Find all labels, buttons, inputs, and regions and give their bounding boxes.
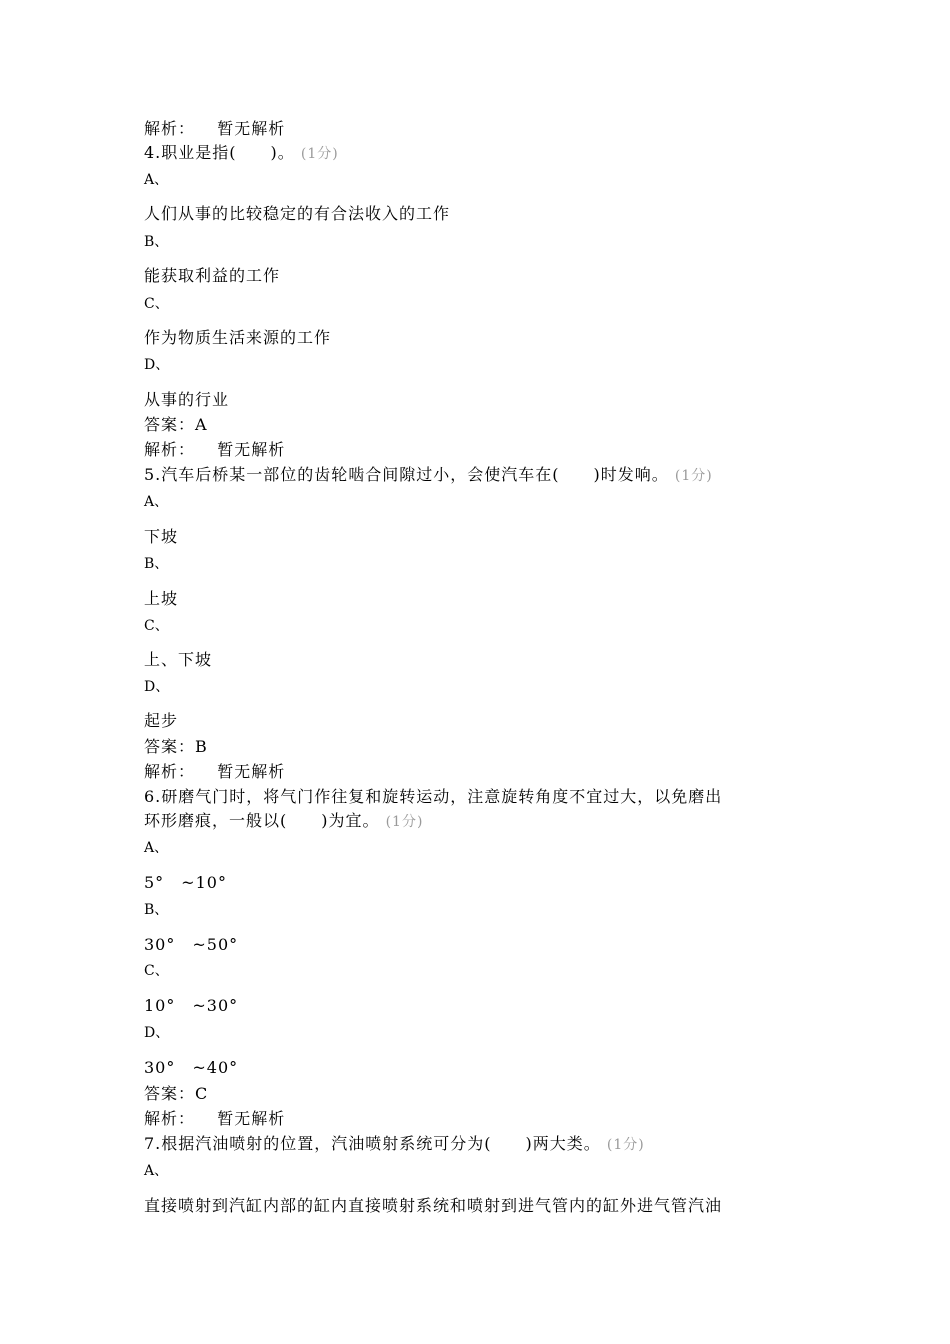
q3-analysis-line bbox=[144, 118, 285, 140]
q6-option-c-text: 10° ~30° bbox=[144, 996, 239, 1015]
question-text: 7.根据汽油喷射的位置，汽油喷射系统可分为( )两大类。 bbox=[144, 1134, 601, 1153]
question-text: 5.汽车后桥某一部位的齿轮啮合间隙过小，会使汽车在( )时发响。 bbox=[144, 465, 669, 484]
question-text: 环形磨痕，一般以( )为宜。 bbox=[144, 811, 380, 830]
q6-stem-line2 bbox=[144, 810, 423, 833]
q4-option-a-letter: A、 bbox=[144, 172, 169, 188]
q7-option-a-text: 直接喷射到汽缸内部的缸内直接喷射系统和喷射到进气管内的缸外进气管汽油 bbox=[144, 1196, 723, 1215]
q7-stem bbox=[144, 1133, 645, 1156]
analysis-text: 暂无解析 bbox=[217, 119, 286, 138]
q6-option-b-letter: B、 bbox=[144, 902, 169, 918]
q6-answer bbox=[144, 1083, 208, 1105]
q4-option-b-text: 能获取利益的工作 bbox=[144, 266, 281, 285]
q6-option-d-letter: D、 bbox=[144, 1025, 170, 1041]
q4-option-d-text: 从事的行业 bbox=[144, 390, 230, 409]
q5-stem bbox=[144, 464, 713, 487]
question-text: 4.职业是指( )。 bbox=[144, 143, 295, 162]
q5-option-d-text: 起步 bbox=[144, 711, 179, 730]
q5-answer bbox=[144, 736, 208, 758]
q4-option-a-text: 人们从事的比较稳定的有合法收入的工作 bbox=[144, 204, 451, 223]
q6-option-c-letter: C、 bbox=[144, 963, 169, 979]
question-score: (1分) bbox=[385, 814, 424, 830]
q6-option-a-letter: A、 bbox=[144, 840, 169, 856]
answer-label: 答案： bbox=[144, 415, 196, 434]
q5-option-c-text: 上、下坡 bbox=[144, 650, 213, 669]
q4-option-d-letter: D、 bbox=[144, 357, 170, 373]
q4-option-c-text: 作为物质生活来源的工作 bbox=[144, 328, 332, 347]
q6-option-a-text: 5° ~10° bbox=[144, 873, 227, 892]
q4-option-b-letter: B、 bbox=[144, 234, 169, 250]
question-score: (1分) bbox=[674, 468, 713, 484]
analysis-label: 解析： bbox=[144, 440, 196, 459]
q4-option-c-letter: C、 bbox=[144, 296, 169, 312]
q5-option-a-text: 下坡 bbox=[144, 527, 179, 546]
question-score: (1分) bbox=[606, 1137, 645, 1153]
q4-stem bbox=[144, 142, 339, 165]
question-score: (1分) bbox=[300, 146, 339, 162]
answer-value: A bbox=[195, 415, 208, 434]
answer-value: B bbox=[195, 737, 208, 756]
q6-option-b-text: 30° ~50° bbox=[144, 935, 239, 954]
analysis-label: 解析： bbox=[144, 119, 196, 138]
analysis-label: 解析： bbox=[144, 762, 196, 781]
q7-option-a-letter: A、 bbox=[144, 1163, 169, 1179]
analysis-text: 暂无解析 bbox=[217, 440, 286, 459]
analysis-text: 暂无解析 bbox=[217, 762, 286, 781]
q5-option-a-letter: A、 bbox=[144, 494, 169, 510]
q6-analysis bbox=[144, 1108, 285, 1130]
q5-option-b-text: 上坡 bbox=[144, 589, 179, 608]
q4-analysis bbox=[144, 439, 285, 461]
q4-answer bbox=[144, 414, 208, 436]
q5-analysis bbox=[144, 761, 285, 783]
q5-option-c-letter: C、 bbox=[144, 618, 169, 634]
analysis-label: 解析： bbox=[144, 1109, 196, 1128]
answer-label: 答案： bbox=[144, 1084, 196, 1103]
answer-label: 答案： bbox=[144, 737, 196, 756]
answer-value: C bbox=[195, 1084, 209, 1103]
q5-option-d-letter: D、 bbox=[144, 679, 170, 695]
analysis-text: 暂无解析 bbox=[217, 1109, 286, 1128]
q5-option-b-letter: B、 bbox=[144, 556, 169, 572]
q6-option-d-text: 30° ~40° bbox=[144, 1058, 239, 1077]
q6-stem-line1: 6.研磨气门时，将气门作往复和旋转运动，注意旋转角度不宜过大，以免磨出 bbox=[144, 787, 723, 806]
